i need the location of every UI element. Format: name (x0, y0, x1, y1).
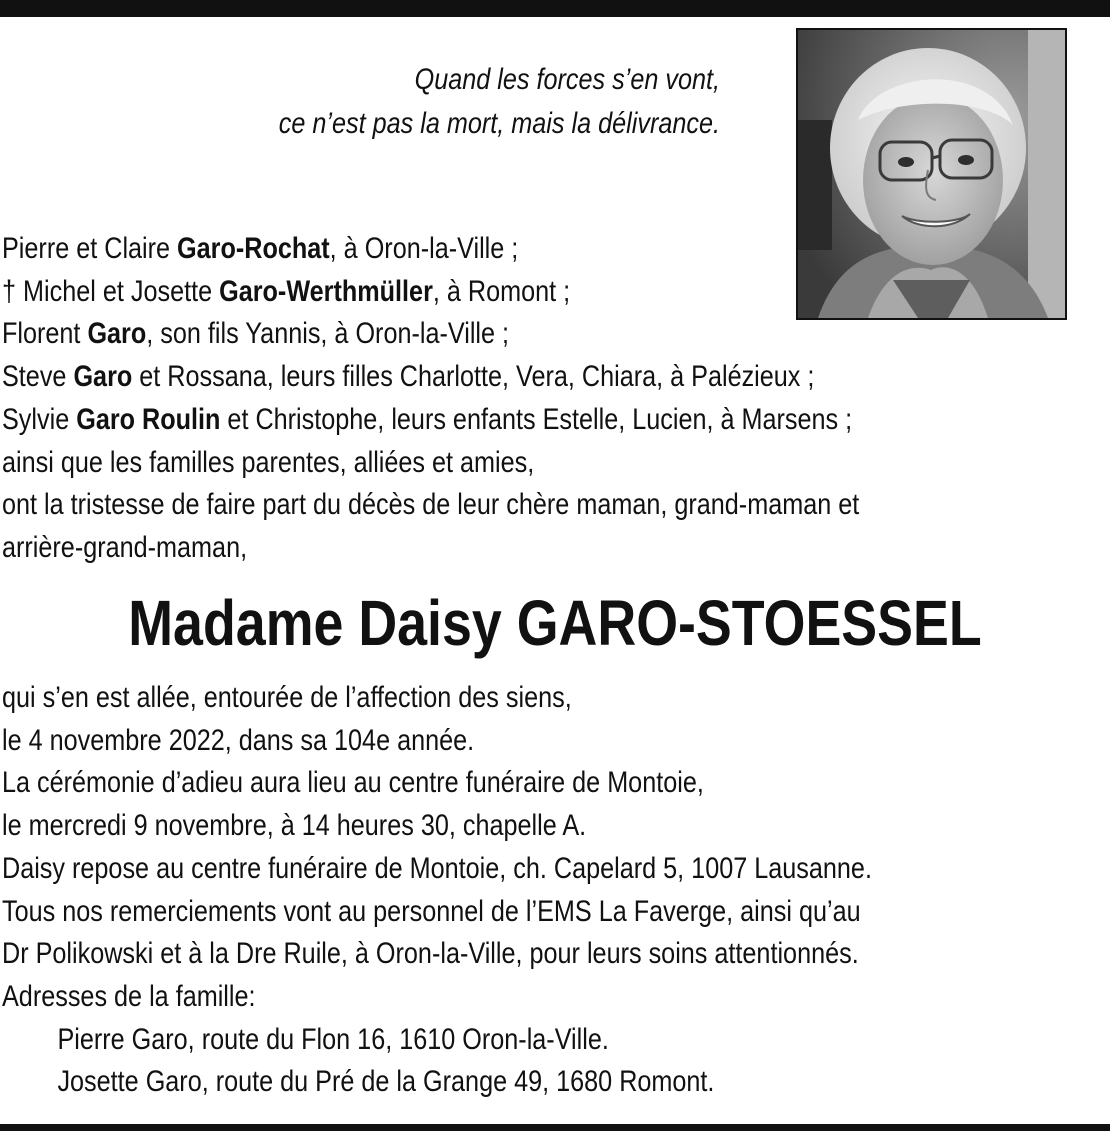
family-line-text: , son fils Yannis, à Oron-la-Ville ; (146, 317, 510, 351)
family-line-text: Steve (2, 360, 74, 394)
family-line-text: Sylvie (2, 402, 77, 436)
details-line: La cérémonie d’adieu aura lieu au centre funéraire de Montoie, (2, 766, 704, 800)
bottom-border-rule (0, 1124, 1110, 1131)
family-line (2, 313, 859, 356)
details-line: Tous nos remerciements vont au personnel de l’EMS La Faverge, ainsi qu’au (2, 894, 861, 928)
family-line-text: , à Oron-la-Ville ; (329, 232, 519, 265)
top-border-rule (0, 0, 1110, 17)
family-line-text: arrière-grand-maman, (2, 530, 248, 564)
family-line (2, 527, 859, 570)
family-line (2, 399, 859, 442)
family-line (2, 356, 859, 399)
family-line (2, 484, 859, 527)
details-line: le 4 novembre 2022, dans sa 104e année. (2, 723, 475, 757)
details-line: Adresses de la famille: (2, 979, 256, 1013)
quote-line-1: Quand les forces s’en vont, (414, 63, 720, 96)
family-line (2, 228, 859, 271)
family-surname: Garo-Rochat (177, 232, 330, 265)
details-line: Daisy repose au centre funéraire de Montoie, ch. Capelard 5, 1007 Lausanne. (2, 851, 872, 885)
family-line-text: ont la tristesse de faire part du décès de leur chère maman, grand-maman et (2, 488, 860, 522)
ceremony-details (2, 677, 872, 1104)
family-line-text: Pierre et Claire (2, 232, 178, 265)
quote-line-2: ce n’est pas la mort, mais la délivrance. (278, 107, 720, 140)
epitaph-quote (241, 58, 720, 146)
family-line-text: † Michel et Josette (2, 274, 220, 308)
details-line: Dr Polikowski et à la Dre Ruile, à Oron-la-Ville, pour leurs soins attentionnés. (2, 937, 859, 971)
family-line-text: et Rossana, leurs filles Charlotte, Vera, Chiara, à Palézieux ; (132, 360, 815, 394)
family-line-text: Florent (2, 317, 88, 351)
family-line-text: ainsi que les familles parentes, alliées et amies, (2, 445, 535, 479)
family-surname: Garo (73, 360, 133, 394)
family-line-text: et Christophe, leurs enfants Estelle, Lucien, à Marsens ; (220, 402, 853, 436)
family-line (2, 271, 859, 314)
deceased-name-heading (0, 583, 1110, 663)
family-surname: Garo (87, 317, 147, 351)
family-surname: Garo-Werthmüller (219, 274, 433, 308)
family-announcement (2, 228, 859, 570)
family-line (2, 442, 859, 485)
deceased-name: Madame Daisy GARO-STOESSEL (128, 587, 982, 659)
family-line-text: , à Romont ; (432, 274, 571, 308)
details-line: le mercredi 9 novembre, à 14 heures 30, chapelle A. (2, 809, 587, 843)
details-line: qui s’en est allée, entourée de l’affection des siens, (2, 681, 572, 714)
family-address: Josette Garo, route du Pré de la Grange 49, 1680 Romont. (57, 1065, 715, 1099)
family-address: Pierre Garo, route du Flon 16, 1610 Oron-la-Ville. (57, 1022, 609, 1056)
family-surname: Garo Roulin (76, 402, 221, 436)
